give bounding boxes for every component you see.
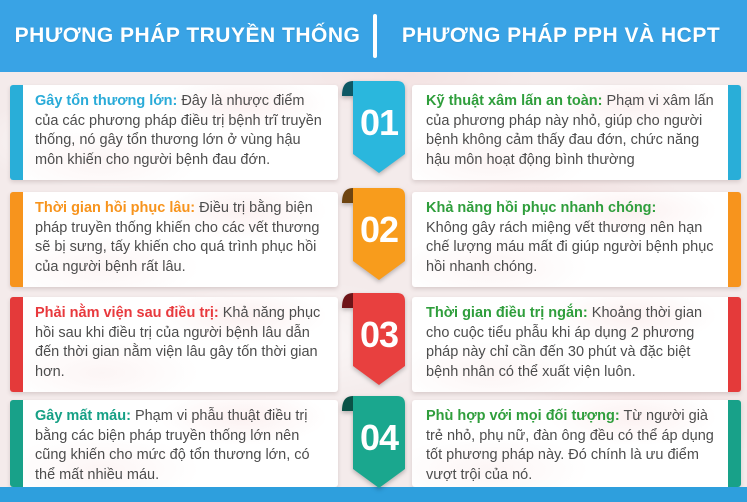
card-heading: Thời gian hồi phục lâu:	[35, 200, 196, 216]
card-body: Phạm vi phẫu thuật điều trị bằng các biện pháp truyền thống lớn nên cũng khiến cho mức độ tổn thương lớn, có thể mất nhiều máu.	[35, 408, 310, 484]
card-heading: Khả năng hồi phục nhanh chóng:	[426, 200, 657, 216]
traditional-method-card-4	[10, 400, 338, 487]
header-right-half	[375, 0, 747, 72]
card-body: Điều trị bằng biện pháp truyền thống khiến cho các vết thương sẽ bị sưng, tấy khiến cho quá trình phục hồi của người bệnh rất lâu.	[35, 200, 320, 276]
card-heading: Gây tổn thương lớn:	[35, 93, 178, 109]
card-body: Từ người già trẻ nhỏ, phụ nữ, đàn ông đều có thể áp dụng tốt phương pháp này. Đó chính là ưu điểm vượt trội của nó.	[426, 408, 714, 484]
badge-number: 02	[359, 209, 399, 250]
comparison-row-1	[0, 85, 747, 180]
card-body: Đây là nhược điểm của các phương pháp điều trị bệnh trĩ truyền thống, nó gây tổn thương lớn ở vùng hậu môn khiến cho người bệnh đau đớn.	[35, 93, 322, 169]
card-body: Khoảng thời gian cho cuộc tiểu phẫu khi áp dụng 2 phương pháp này chỉ cần đến 30 phút và đặc biệt bệnh nhân có thể xuất viện luôn.	[426, 305, 703, 381]
card-heading: Phù hợp với mọi đối tượng:	[426, 408, 620, 424]
pph-hcpt-method-card-3	[412, 297, 741, 392]
card-body: Không gây rách miệng vết thương nên hạn chế lượng máu mất đi giúp người bệnh phục hồi nhanh chóng.	[426, 219, 714, 276]
right-column-title: PHƯƠNG PHÁP PPH VÀ HCPT	[401, 24, 721, 47]
badge-number: 04	[359, 417, 399, 458]
header-bar	[0, 0, 747, 72]
traditional-method-card-3	[10, 297, 338, 392]
header-divider	[373, 14, 377, 58]
number-badge-ribbon	[340, 186, 408, 286]
comparison-row-2	[0, 192, 747, 287]
header-left-half	[0, 0, 375, 72]
badge-number: 01	[359, 102, 399, 143]
traditional-method-card-1	[10, 85, 338, 180]
ribbon-fold	[342, 293, 353, 308]
card-body: Phạm vi xâm lấn của phương pháp này nhỏ, giúp cho người bệnh không cảm thấy đau đớn, chức năng hậu môn hoạt động bình thường	[426, 93, 714, 169]
badge-number: 03	[359, 314, 399, 355]
number-badge-ribbon	[340, 291, 408, 391]
comparison-rows	[0, 72, 747, 487]
card-heading: Gây mất máu:	[35, 408, 131, 424]
traditional-method-card-2	[10, 192, 338, 287]
card-heading: Kỹ thuật xâm lấn an toàn:	[426, 93, 603, 109]
ribbon-fold	[342, 396, 353, 411]
ribbon-fold	[342, 81, 353, 96]
card-heading: Phải nằm viện sau điều trị:	[35, 305, 219, 321]
number-badge-ribbon	[340, 394, 408, 494]
card-body: Khả năng phục hồi sau khi điều trị của người bệnh lâu dẫn đến thời gian nằm viện lâu gây tốn thời gian hơn.	[35, 305, 321, 381]
ribbon-fold	[342, 188, 353, 203]
pph-hcpt-method-card-2	[412, 192, 741, 287]
card-heading: Thời gian điều trị ngắn:	[426, 305, 588, 321]
left-column-title: PHƯƠNG PHÁP TRUYỀN THỐNG	[14, 24, 361, 47]
comparison-row-3	[0, 297, 747, 392]
number-badge-ribbon	[340, 79, 408, 179]
pph-hcpt-method-card-4	[412, 400, 741, 487]
comparison-row-4	[0, 400, 747, 487]
pph-hcpt-method-card-1	[412, 85, 741, 180]
